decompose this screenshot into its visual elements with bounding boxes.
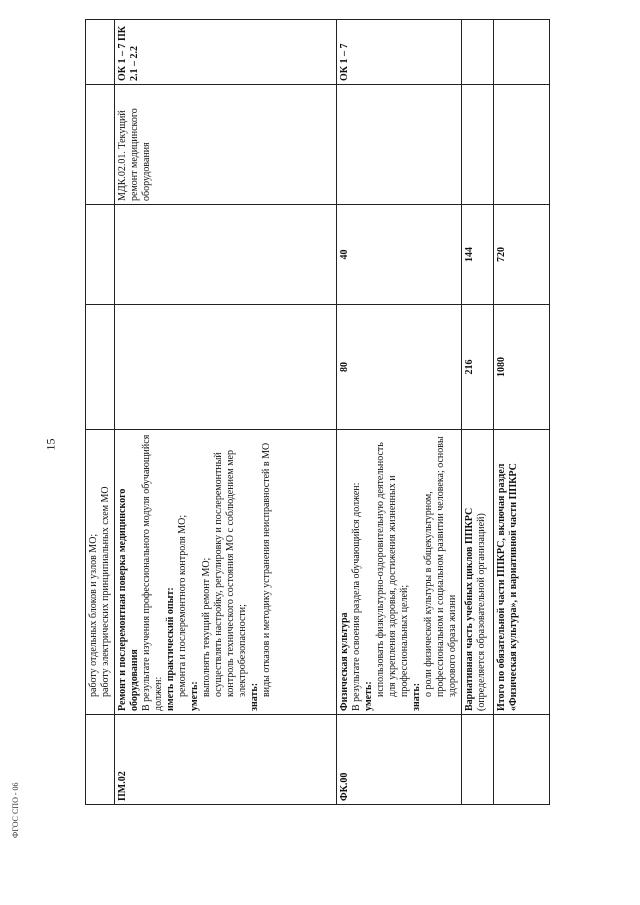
cell-content	[494, 430, 550, 715]
total-title: Итого по обязательной части ППКРС, включая раздел «Физическая культура», и вариативной части ППКРС	[496, 463, 519, 711]
cell-hours-class: 144	[462, 205, 494, 305]
rotated-table-frame	[85, 20, 557, 805]
cell-competencies	[86, 20, 115, 85]
skill-item: осуществлять настройку, регулировку и послеремонтный контроль технического состояния МО с соблюдением мер электробезопасности;	[213, 450, 248, 697]
variative-title: Вариативная часть учебных циклов ППКРС	[464, 507, 475, 711]
cell-hours-max	[115, 305, 337, 430]
cell-code: ПМ.02	[115, 715, 337, 805]
section-intro: В результате освоения раздела обучающийся должен:	[351, 482, 362, 711]
cell-discipline	[462, 85, 494, 205]
cell-discipline	[337, 85, 462, 205]
cell-hours-class: 720	[494, 205, 550, 305]
knowledge-label: знать:	[411, 682, 422, 711]
cell-content	[86, 430, 115, 715]
cell-code	[86, 715, 115, 805]
cell-hours-class	[86, 205, 115, 305]
knowledge-label: знать:	[249, 682, 260, 711]
table-row	[337, 20, 462, 805]
section-title: Физическая культура	[339, 612, 350, 711]
table-row	[115, 20, 337, 805]
continuation-line: работу электрических принципиальных схем МО	[100, 486, 111, 697]
table-row	[494, 20, 550, 805]
skills-label: уметь:	[363, 681, 374, 711]
skill-item: использовать физкультурно-оздоровительную деятельность для укрепления здоровья, достижения жизненных и профессиональных целей;	[375, 442, 410, 697]
knowledge-item: виды отказов и методику устранения неисправностей в МО	[261, 442, 272, 697]
cell-content	[337, 430, 462, 715]
cell-hours-class	[115, 205, 337, 305]
cell-hours-max: 216	[462, 305, 494, 430]
table-row	[86, 20, 115, 805]
knowledge-item: о роли физической культуры в общекультурном, профессиональном и социальном развитии человека; основы здорового образа жизни	[423, 436, 458, 697]
cell-hours-max: 80	[337, 305, 462, 430]
table-stage	[85, 20, 557, 805]
cell-code: ФК.00	[337, 715, 462, 805]
skill-item: выполнять текущий ремонт МО;	[201, 557, 212, 697]
curriculum-table	[85, 19, 550, 805]
cell-content	[115, 430, 337, 715]
cell-competencies: ОК 1 – 7 ПК 2.1 – 2.2	[115, 20, 337, 85]
cell-hours-class: 40	[337, 205, 462, 305]
skills-label: уметь:	[189, 681, 200, 711]
table-row	[462, 20, 494, 805]
variative-note: (определяется образовательной организацией)	[476, 513, 487, 711]
cell-discipline: МДК.02.01. Текущий ремонт медицинского оборудования	[115, 85, 337, 205]
cell-hours-max: 1080	[494, 305, 550, 430]
cell-code	[494, 715, 550, 805]
module-intro: В результате изучения профессионального модуля обучающийся должен:	[141, 434, 164, 711]
module-title: Ремонт и послеремонтная поверка медицинского оборудования	[117, 488, 140, 711]
experience-item: ремонта и послеремонтного контроля МО;	[177, 514, 188, 697]
footer-code: ФГОС СПО - 06	[11, 782, 20, 838]
cell-discipline	[494, 85, 550, 205]
cell-competencies	[462, 20, 494, 85]
cell-discipline	[86, 85, 115, 205]
continuation-line: работу отдельных блоков и узлов МО;	[88, 533, 99, 697]
cell-competencies: ОК 1 – 7	[337, 20, 462, 85]
cell-code	[462, 715, 494, 805]
experience-label: иметь практический опыт:	[165, 587, 176, 711]
cell-content	[462, 430, 494, 715]
cell-competencies	[494, 20, 550, 85]
cell-hours-max	[86, 305, 115, 430]
page-number: 15	[43, 438, 58, 451]
